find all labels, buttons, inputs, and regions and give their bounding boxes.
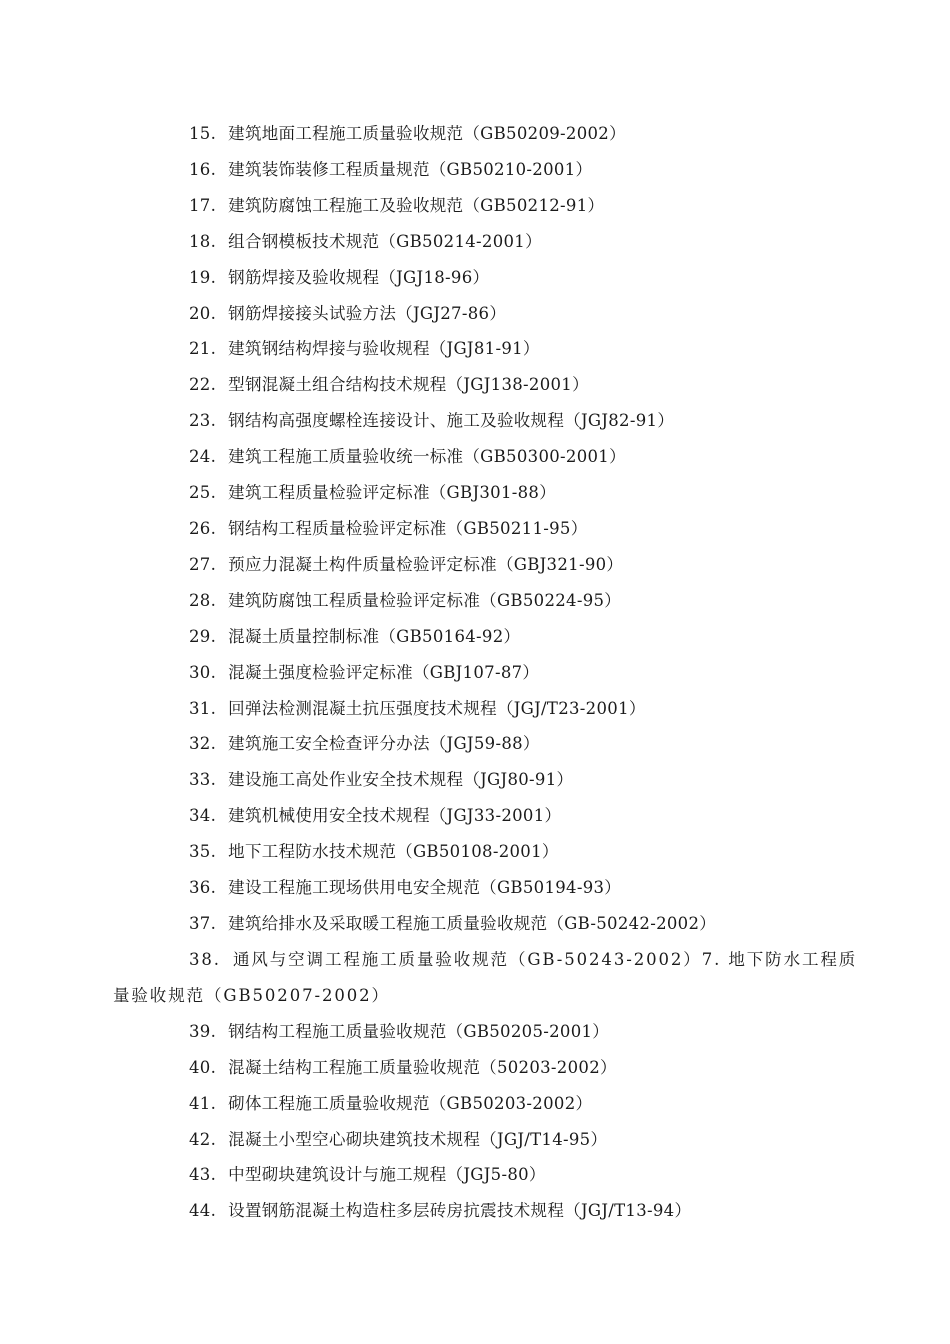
item-number: 26. — [189, 518, 217, 538]
item-text: 建筑机械使用安全技术规程（JGJ33-2001） — [228, 806, 562, 826]
item-text: 建筑防腐蚀工程施工及验收规范（GB50212-91） — [228, 195, 605, 215]
item-text: 砌体工程施工质量验收规范（GB50203-2002） — [228, 1093, 593, 1113]
standards-list — [113, 116, 873, 1229]
list-item — [113, 691, 873, 727]
item-number: 38. — [189, 949, 221, 969]
item-text: 混凝土质量控制标准（GB50164-92） — [228, 626, 521, 646]
item-text: 钢结构工程施工质量验收规范（GB50205-2001） — [228, 1021, 610, 1041]
item-text: 建筑地面工程施工质量验收规范（GB50209-2002） — [228, 124, 626, 143]
item-number: 27. — [189, 554, 217, 574]
item-text: 钢筋焊接及验收规程（JGJ18-96） — [228, 267, 490, 287]
item-text: 建筑工程施工质量验收统一标准（GB50300-2001） — [228, 447, 626, 467]
item-number: 15. — [189, 124, 217, 143]
list-item — [113, 1122, 873, 1158]
item-text: 预应力混凝土构件质量检验评定标准（GBJ321-90） — [228, 554, 624, 574]
item-text: 建筑钢结构焊接与验收规程（JGJ81-91） — [228, 339, 540, 359]
item-text: 钢结构工程质量检验评定标准（GB50211-95） — [228, 518, 588, 538]
list-item — [113, 511, 873, 547]
list-item — [113, 1014, 873, 1050]
list-item — [113, 367, 873, 403]
item-number: 41. — [189, 1093, 217, 1113]
item-number: 20. — [189, 303, 217, 323]
item-text: 建设施工高处作业安全技术规程（JGJ80-91） — [228, 770, 574, 790]
item-text: 型钢混凝土组合结构技术规程（JGJ138-2001） — [228, 375, 589, 395]
list-item — [113, 331, 873, 367]
item-number: 24. — [189, 447, 217, 467]
list-item — [113, 762, 873, 798]
list-item — [113, 188, 873, 224]
list-item — [113, 583, 873, 619]
item-text: 设置钢筋混凝土构造柱多层砖房抗震技术规程（JGJ/T13-94） — [228, 1201, 692, 1221]
item-text: 建筑工程质量检验评定标准（GBJ301-88） — [228, 483, 557, 503]
item-number: 40. — [189, 1057, 217, 1077]
list-item — [113, 942, 873, 1014]
list-item — [113, 870, 873, 906]
list-item — [113, 655, 873, 691]
item-number: 34. — [189, 806, 217, 826]
item-number: 21. — [189, 339, 217, 359]
item-number: 35. — [189, 842, 217, 862]
item-text: 组合钢模板技术规范（GB50214-2001） — [228, 231, 542, 251]
item-text: 混凝土小型空心砌块建筑技术规程（JGJ/T14-95） — [228, 1129, 608, 1149]
item-text: 通风与空调工程施工质量验收规范（GB-50243-2002）7. 地下防水工程质量验收规范（GB50207-2002） — [113, 949, 858, 1005]
list-item — [113, 152, 873, 188]
item-number: 18. — [189, 231, 217, 251]
item-text: 建筑给排水及采取暖工程施工质量验收规范（GB-50242-2002） — [228, 913, 717, 933]
item-number: 30. — [189, 662, 217, 682]
list-item — [113, 224, 873, 260]
list-item — [113, 1157, 873, 1193]
item-number: 17. — [189, 195, 217, 215]
item-number: 28. — [189, 590, 217, 610]
item-number: 19. — [189, 267, 217, 287]
item-number: 37. — [189, 913, 217, 933]
item-text: 建筑施工安全检查评分办法（JGJ59-88） — [228, 734, 540, 754]
item-text: 建筑装饰装修工程质量规范（GB50210-2001） — [228, 159, 593, 179]
item-text: 建设工程施工现场供用电安全规范（GB50194-93） — [228, 878, 622, 898]
item-number: 43. — [189, 1165, 217, 1185]
list-item — [113, 798, 873, 834]
item-text: 建筑防腐蚀工程质量检验评定标准（GB50224-95） — [228, 590, 622, 610]
item-number: 22. — [189, 375, 217, 395]
item-number: 39. — [189, 1021, 217, 1041]
list-item — [113, 260, 873, 296]
list-item — [113, 1193, 873, 1229]
list-item — [113, 116, 873, 152]
item-number: 33. — [189, 770, 217, 790]
list-item — [113, 547, 873, 583]
item-text: 钢结构高强度螺栓连接设计、施工及验收规程（JGJ82-91） — [228, 411, 675, 431]
item-text: 混凝土强度检验评定标准（GBJ107-87） — [228, 662, 540, 682]
list-item — [113, 439, 873, 475]
item-text: 中型砌块建筑设计与施工规程（JGJ5-80） — [228, 1165, 546, 1185]
item-text: 钢筋焊接接头试验方法（JGJ27-86） — [228, 303, 507, 323]
item-number: 32. — [189, 734, 217, 754]
list-item — [113, 726, 873, 762]
item-number: 31. — [189, 698, 217, 718]
item-number: 42. — [189, 1129, 217, 1149]
item-text: 混凝土结构工程施工质量验收规范（50203-2002） — [228, 1057, 617, 1077]
list-item — [113, 1086, 873, 1122]
item-number: 29. — [189, 626, 217, 646]
item-text: 回弹法检测混凝土抗压强度技术规程（JGJ/T23-2001） — [228, 698, 646, 718]
item-text: 地下工程防水技术规范（GB50108-2001） — [228, 842, 559, 862]
list-item — [113, 475, 873, 511]
list-item — [113, 834, 873, 870]
list-item — [113, 403, 873, 439]
list-item — [113, 1050, 873, 1086]
item-number: 23. — [189, 411, 217, 431]
list-item — [113, 906, 873, 942]
list-item — [113, 619, 873, 655]
item-number: 36. — [189, 878, 217, 898]
item-number: 25. — [189, 483, 217, 503]
item-number: 44. — [189, 1201, 217, 1221]
list-item — [113, 296, 873, 332]
item-number: 16. — [189, 159, 217, 179]
